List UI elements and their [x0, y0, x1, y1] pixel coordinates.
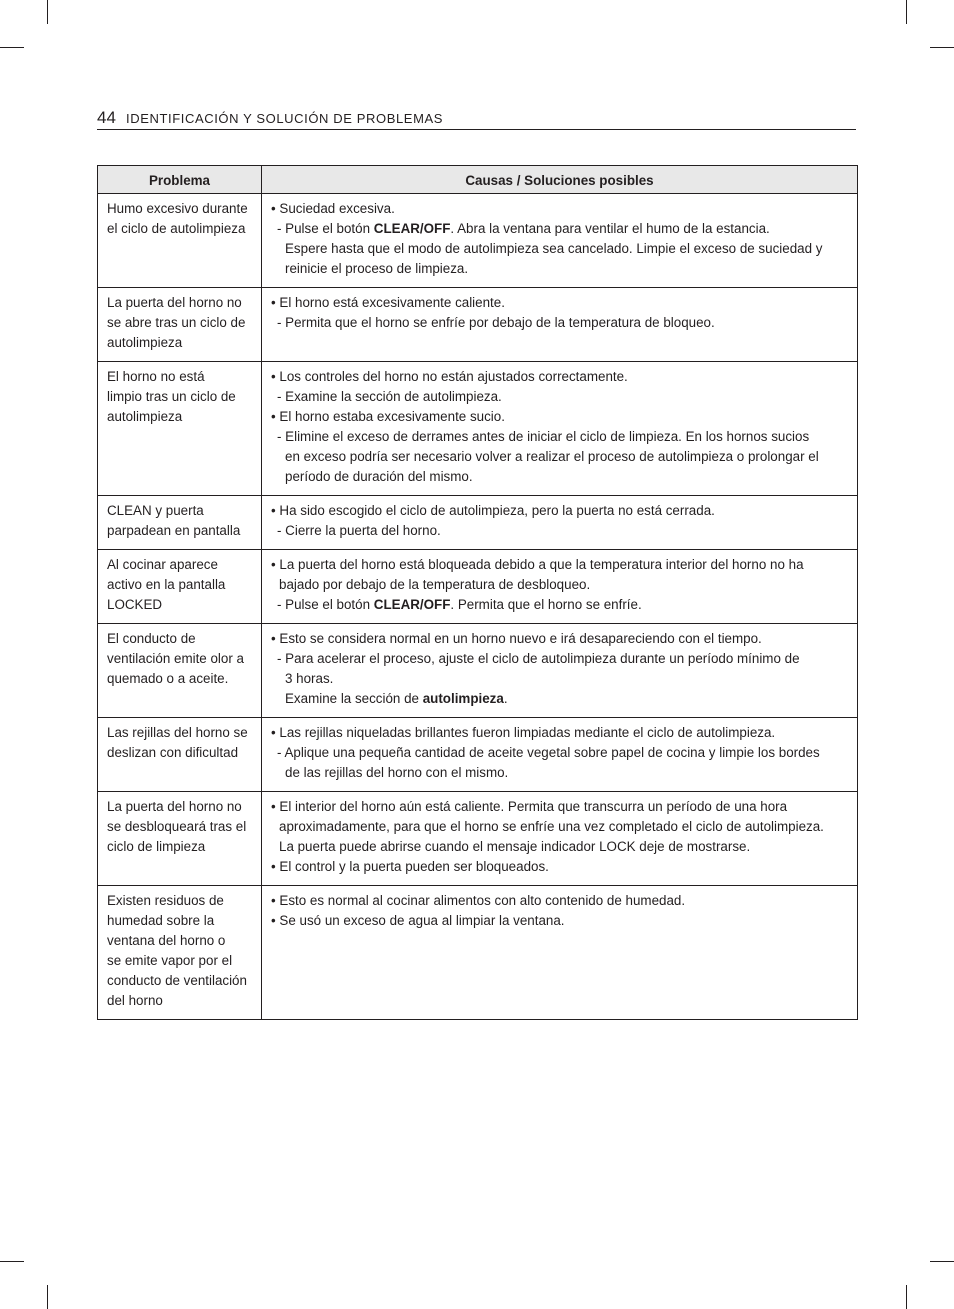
- problem-text: Al cocinar aparece: [107, 557, 218, 572]
- crop-mark: [47, 1285, 48, 1309]
- problem-text: CLEAN y puerta: [107, 503, 204, 518]
- section-title: IDENTIFICACIÓN Y SOLUCIÓN DE PROBLEMAS: [126, 111, 444, 126]
- problem-cell: [98, 886, 262, 1020]
- crop-mark: [906, 1285, 907, 1309]
- column-header-solutions: Causas / Soluciones posibles: [262, 166, 858, 194]
- table-row: [98, 362, 858, 496]
- solution-text: - Cierre la puerta del horno.: [277, 523, 441, 538]
- problem-text: del horno: [107, 993, 163, 1008]
- problem-text: autolimpieza: [107, 335, 183, 350]
- emphasis-text: CLEAR/OFF: [373, 221, 451, 236]
- solution-cell: [262, 496, 858, 550]
- table-row: [98, 550, 858, 624]
- solution-text: • Suciedad excesiva.: [271, 201, 395, 216]
- solution-line: [271, 293, 849, 313]
- table-header-row: [98, 166, 858, 194]
- solution-text: 3 horas.: [285, 671, 334, 686]
- solution-text: .: [503, 691, 508, 706]
- problem-cell: [98, 288, 262, 362]
- solution-line: [271, 595, 849, 615]
- solution-line: [271, 219, 849, 239]
- problem-text: el ciclo de autolimpieza: [107, 221, 246, 236]
- solution-line: [271, 629, 849, 649]
- solution-text: • El horno está excesivamente caliente.: [271, 295, 505, 310]
- solution-line: [271, 427, 849, 447]
- problem-cell: [98, 550, 262, 624]
- solution-text: bajado por debajo de la temperatura de desbloqueo.: [279, 577, 591, 592]
- solution-line: [271, 817, 849, 837]
- problem-text: El conducto de: [107, 631, 196, 646]
- emphasis-text: CLEAR/OFF: [373, 597, 451, 612]
- table-row: [98, 624, 858, 718]
- solution-line: [271, 669, 849, 689]
- crop-mark: [0, 47, 24, 48]
- emphasis-text: autolimpieza: [422, 691, 504, 706]
- solution-text: • Se usó un exceso de agua al limpiar la ventana.: [271, 913, 565, 928]
- solution-cell: [262, 886, 858, 1020]
- solution-line: [271, 313, 849, 333]
- solution-text: La puerta puede abrirse cuando el mensaje indicador LOCK deje de mostrarse.: [279, 839, 751, 854]
- solution-text: • La puerta del horno está bloqueada debido a que la temperatura interior del horno no ha: [271, 557, 804, 572]
- problem-text: parpadean en pantalla: [107, 523, 241, 538]
- solution-line: [271, 797, 849, 817]
- problem-text: quemado o a aceite.: [107, 671, 229, 686]
- solution-line: [271, 199, 849, 219]
- table-row: [98, 194, 858, 288]
- problem-cell: [98, 718, 262, 792]
- solution-line: [271, 723, 849, 743]
- solution-text: - Examine la sección de autolimpieza.: [277, 389, 502, 404]
- crop-mark: [930, 1261, 954, 1262]
- solution-line: [271, 407, 849, 427]
- solution-text: - Aplique una pequeña cantidad de aceite vegetal sobre papel de cocina y limpie los bordes: [277, 745, 820, 760]
- problem-text: ventana del horno o: [107, 933, 226, 948]
- table-row: [98, 886, 858, 1020]
- solution-line: [271, 501, 849, 521]
- solution-line: [271, 367, 849, 387]
- crop-mark: [906, 0, 907, 24]
- solution-text: • Las rejillas niqueladas brillantes fueron limpiadas mediante el ciclo de autolimpieza.: [271, 725, 776, 740]
- problem-text: se emite vapor por el: [107, 953, 233, 968]
- solution-line: [271, 447, 849, 467]
- problem-text: se desbloqueará tras el: [107, 819, 247, 834]
- solution-cell: [262, 288, 858, 362]
- solution-cell: [262, 718, 858, 792]
- solution-text: • El horno estaba excesivamente sucio.: [271, 409, 505, 424]
- solution-text: • Esto es normal al cocinar alimentos con alto contenido de humedad.: [271, 893, 686, 908]
- solution-text: Espere hasta que el modo de autolimpieza sea cancelado. Limpie el exceso de suciedad y: [285, 241, 823, 256]
- solution-line: [271, 763, 849, 783]
- solution-line: [271, 837, 849, 857]
- solution-line: [271, 649, 849, 669]
- solution-text: Examine la sección de: [285, 691, 423, 706]
- problem-text: La puerta del horno no: [107, 799, 242, 814]
- solution-text: reinicie el proceso de limpieza.: [285, 261, 469, 276]
- problem-text: El horno no está: [107, 369, 205, 384]
- solution-line: [271, 239, 849, 259]
- solution-text: - Para acelerar el proceso, ajuste el ciclo de autolimpieza durante un período mínimo de: [277, 651, 800, 666]
- solution-line: [271, 387, 849, 407]
- problem-cell: [98, 194, 262, 288]
- problem-text: Las rejillas del horno se: [107, 725, 248, 740]
- solution-text: . Permita que el horno se enfríe.: [450, 597, 642, 612]
- problem-text: autolimpieza: [107, 409, 183, 424]
- solution-text: período de duración del mismo.: [285, 469, 473, 484]
- solution-line: [271, 555, 849, 575]
- solution-text: • El control y la puerta pueden ser bloqueados.: [271, 859, 549, 874]
- solution-text: - Permita que el horno se enfríe por debajo de la temperatura de bloqueo.: [277, 315, 715, 330]
- problem-text: ciclo de limpieza: [107, 839, 206, 854]
- column-header-problem: Problema: [98, 166, 262, 194]
- solution-text: - Elimine el exceso de derrames antes de iniciar el ciclo de limpieza. En los hornos sucios: [277, 429, 810, 444]
- solution-cell: [262, 792, 858, 886]
- crop-mark: [930, 47, 954, 48]
- problem-text: La puerta del horno no: [107, 295, 242, 310]
- problem-cell: [98, 624, 262, 718]
- solution-line: [271, 911, 849, 931]
- solution-line: [271, 259, 849, 279]
- problem-text: activo en la pantalla: [107, 577, 226, 592]
- problem-cell: [98, 792, 262, 886]
- solution-cell: [262, 624, 858, 718]
- table-row: [98, 718, 858, 792]
- problem-text: Existen residuos de: [107, 893, 224, 908]
- solution-line: [271, 689, 849, 709]
- solution-text: aproximadamente, para que el horno se enfríe una vez completado el ciclo de autolimpieza.: [279, 819, 824, 834]
- solution-cell: [262, 194, 858, 288]
- problem-text: Humo excesivo durante: [107, 201, 248, 216]
- solution-cell: [262, 362, 858, 496]
- troubleshooting-table: [97, 165, 858, 1020]
- solution-text: • Los controles del horno no están ajustados correctamente.: [271, 369, 628, 384]
- solution-text: • Esto se considera normal en un horno nuevo e irá desapareciendo con el tiempo.: [271, 631, 762, 646]
- problem-text: se abre tras un ciclo de: [107, 315, 246, 330]
- problem-text: deslizan con dificultad: [107, 745, 239, 760]
- solution-text: • Ha sido escogido el ciclo de autolimpieza, pero la puerta no está cerrada.: [271, 503, 715, 518]
- solution-text: en exceso podría ser necesario volver a realizar el proceso de autolimpieza o prolongar el: [285, 449, 819, 464]
- problem-text: LOCKED: [107, 597, 163, 612]
- solution-line: [271, 521, 849, 541]
- solution-text: - Pulse el botón: [277, 597, 374, 612]
- solution-text: • El interior del horno aún está caliente. Permita que transcurra un período de una hora: [271, 799, 788, 814]
- solution-line: [271, 857, 849, 877]
- problem-cell: [98, 496, 262, 550]
- page-number: 44: [97, 108, 116, 127]
- problem-text: limpio tras un ciclo de: [107, 389, 236, 404]
- solution-line: [271, 891, 849, 911]
- table-row: [98, 496, 858, 550]
- crop-mark: [0, 1261, 24, 1262]
- solution-text: . Abra la ventana para ventilar el humo de la estancia.: [450, 221, 770, 236]
- solution-line: [271, 467, 849, 487]
- solution-text: de las rejillas del horno con el mismo.: [285, 765, 509, 780]
- table-row: [98, 792, 858, 886]
- problem-text: conducto de ventilación: [107, 973, 247, 988]
- crop-mark: [47, 0, 48, 24]
- solution-cell: [262, 550, 858, 624]
- solution-line: [271, 743, 849, 763]
- solution-text: - Pulse el botón: [277, 221, 374, 236]
- problem-text: humedad sobre la: [107, 913, 215, 928]
- table-row: [98, 288, 858, 362]
- problem-text: ventilación emite olor a: [107, 651, 244, 666]
- problem-cell: [98, 362, 262, 496]
- solution-line: [271, 575, 849, 595]
- page-header: [97, 108, 856, 130]
